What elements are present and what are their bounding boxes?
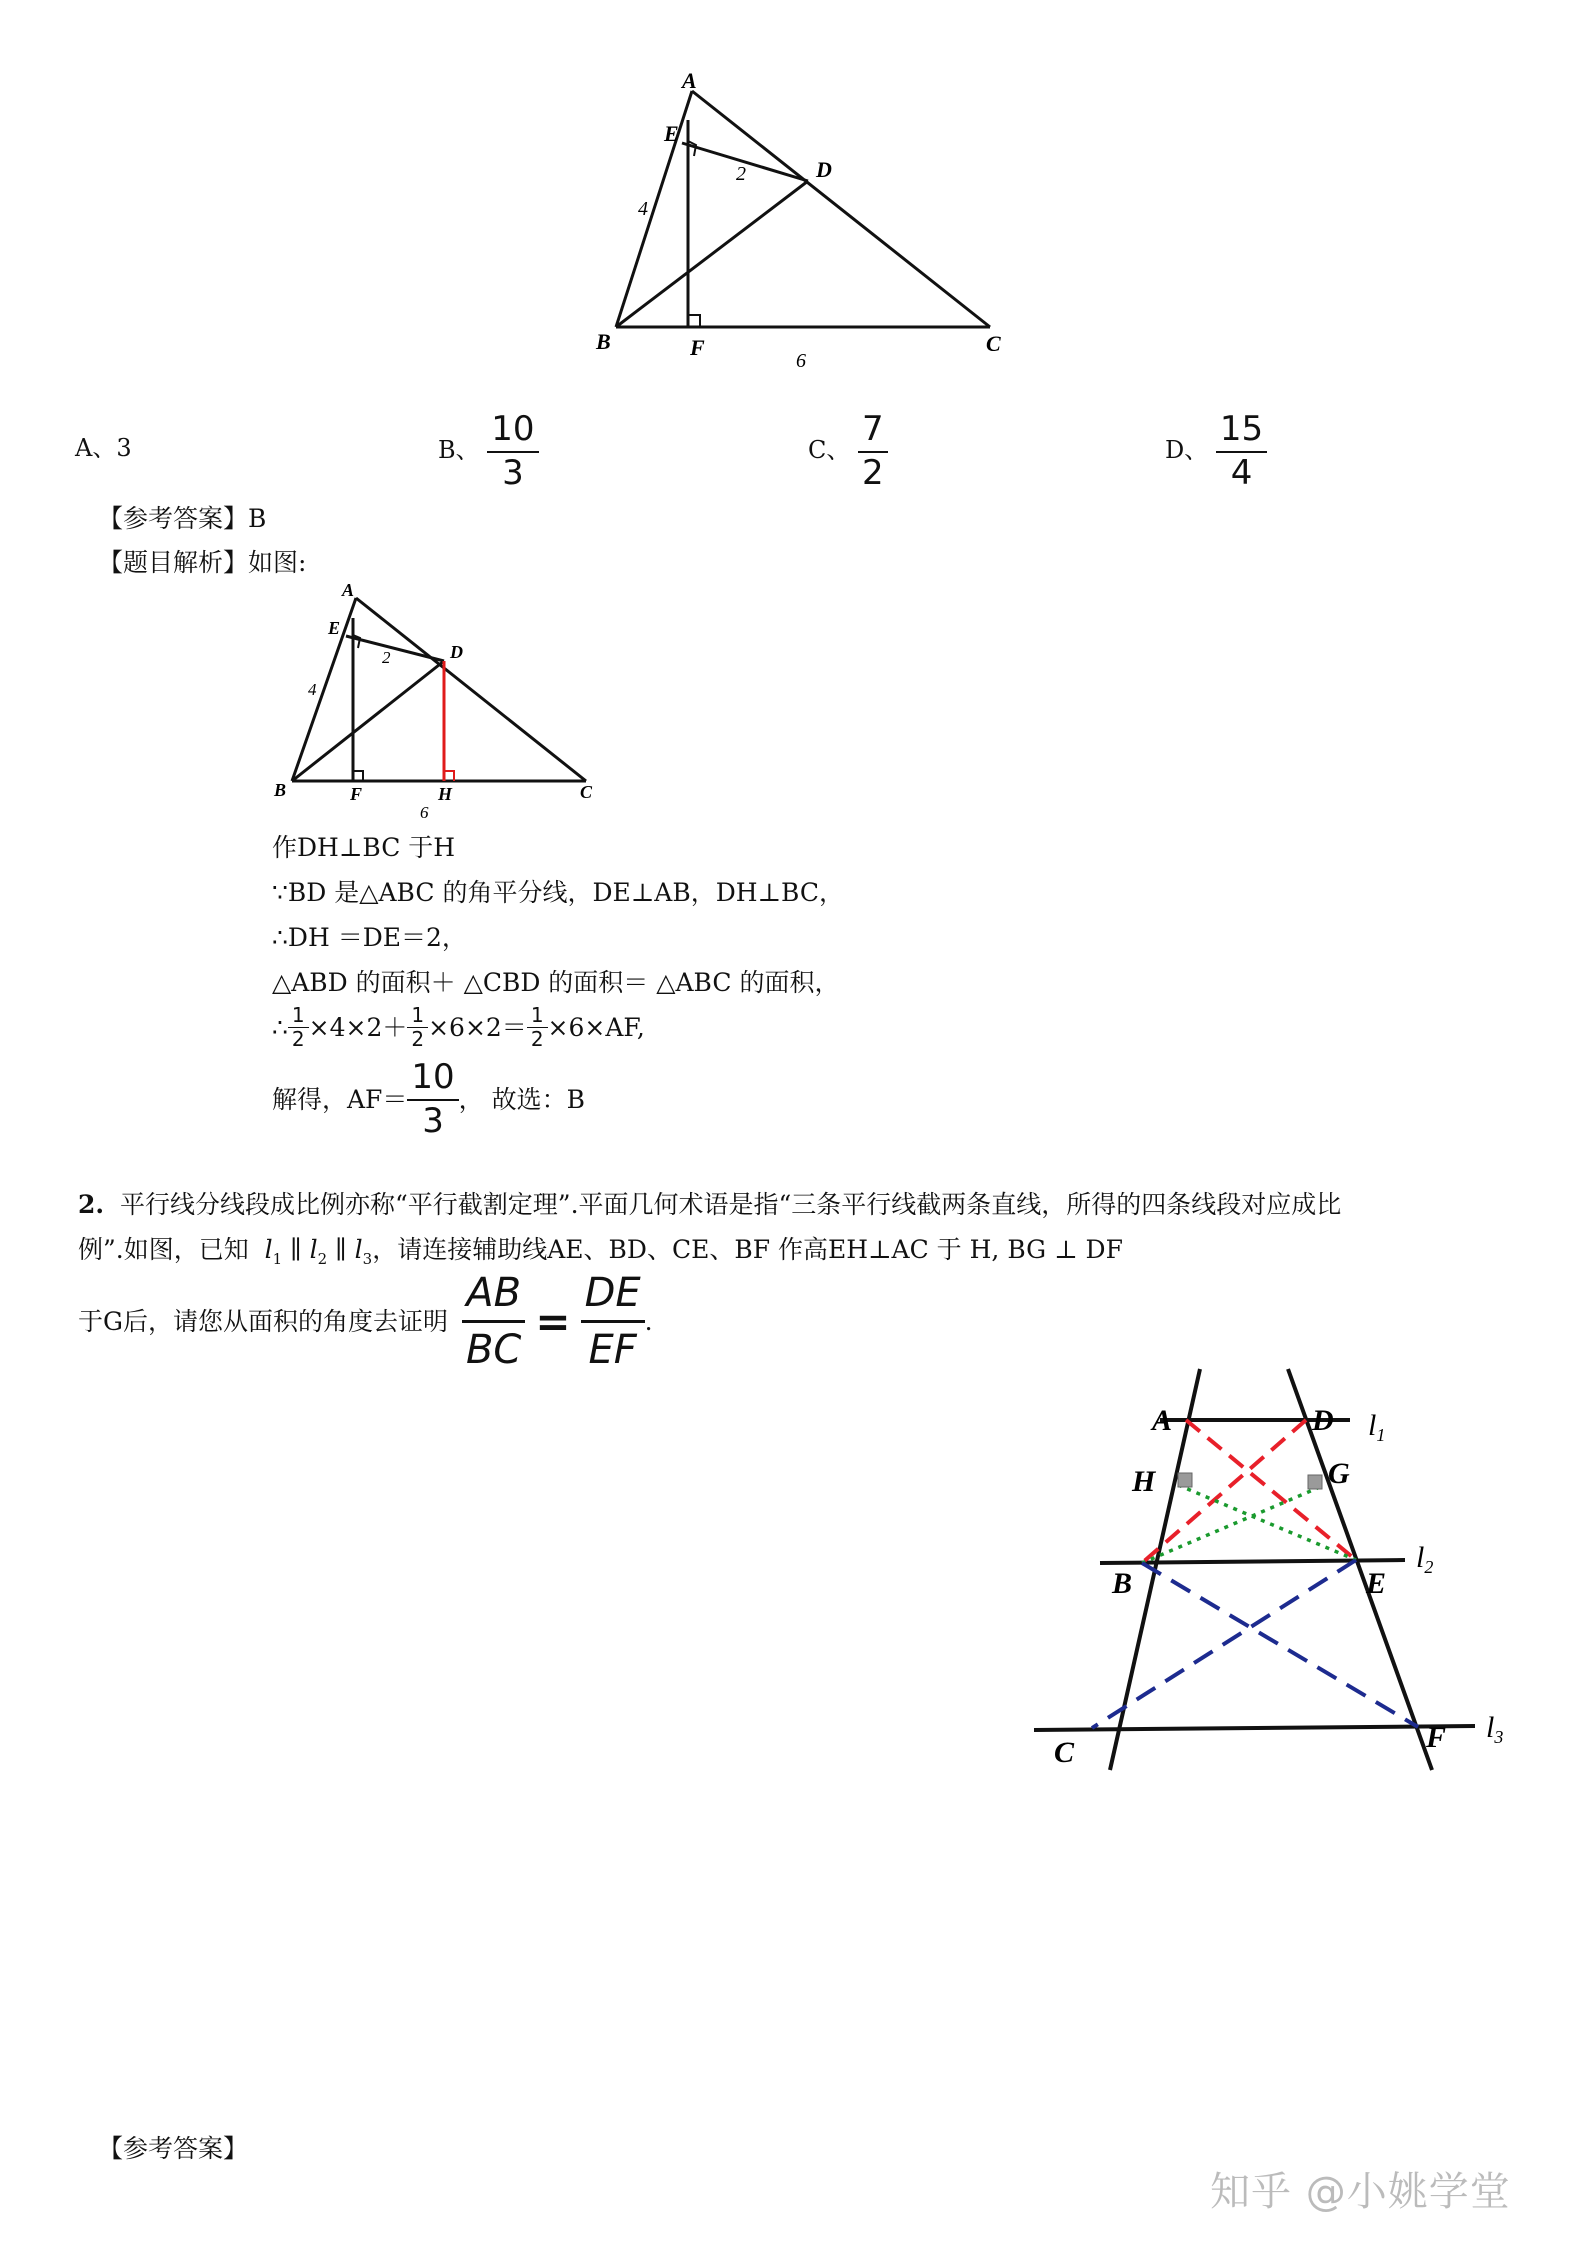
fraction-de-ef: $\frac{DE}{EF}$ — [581, 1272, 645, 1371]
label-f: F — [350, 784, 363, 804]
analysis-1 — [98, 548, 306, 578]
length-ab: 4 — [638, 198, 648, 220]
length-bc: 6 — [796, 350, 806, 372]
segment-bd — [292, 661, 444, 781]
option-a-prefix: A、 — [75, 434, 117, 462]
equals-sign: = — [535, 1296, 571, 1346]
solution-line-2: ∵BD 是△ABC 的角平分线，DE⊥AB，DH⊥BC， — [272, 878, 845, 907]
length-bc: 6 — [420, 803, 429, 822]
label-d: D — [450, 642, 463, 662]
figure-1-triangle — [590, 65, 1010, 385]
side-ac — [356, 598, 586, 781]
option-b-fraction: $\frac{10}{3}$ — [487, 412, 538, 491]
option-b-prefix: B、 — [438, 436, 480, 465]
label-l1: $l_1$ — [1368, 1409, 1386, 1445]
analysis-1-text: 如图: — [248, 548, 307, 577]
height-bg — [1142, 1487, 1320, 1563]
segment-ed — [346, 636, 444, 661]
option-a-value: 3 — [116, 434, 132, 462]
label-f: F — [1426, 1721, 1447, 1754]
problem-2-number: 2. — [78, 1190, 105, 1219]
figure-2-triangle — [268, 578, 608, 840]
solution-line-3: ∴DH ＝DE＝2， — [272, 923, 467, 952]
length-ab: 4 — [308, 680, 317, 699]
label-c: C — [986, 331, 1001, 356]
option-a — [75, 428, 132, 463]
label-g: G — [1328, 1457, 1350, 1490]
label-e: E — [664, 121, 679, 146]
label-l2: $l_2$ — [1416, 1541, 1434, 1577]
figure-3-parallel-lines — [1020, 1355, 1580, 1785]
label-l3: $l_3$ — [1486, 1711, 1504, 1747]
right-angle-h — [1178, 1473, 1192, 1487]
label-d: D — [816, 157, 832, 182]
solution-line-5: ∴ $\frac{1}{2}$ ×4×2＋ $\frac{1}{2}$ ×6×2＝ $\frac{1}{2}$ ×6×AF, — [272, 1003, 645, 1051]
label-h: H — [1132, 1465, 1156, 1498]
option-d-fraction: $\frac{15}{4}$ — [1216, 412, 1267, 491]
label-e: E — [328, 618, 341, 638]
length-de: 2 — [736, 163, 746, 185]
side-ac — [692, 91, 990, 327]
transversal-right — [1288, 1369, 1432, 1770]
label-b: B — [596, 329, 611, 354]
option-c-fraction: $\frac{7}{2}$ — [858, 412, 888, 491]
option-c — [808, 409, 888, 493]
side-ab — [616, 91, 692, 327]
label-a: A — [1152, 1404, 1173, 1437]
option-d-prefix: D、 — [1165, 436, 1209, 465]
label-c: C — [1054, 1736, 1075, 1769]
problem-2-line-1: 2. 平行线分线段成比例亦称“平行截割定理”.平面几何术语是指“三条平行线截两条直线，所得的四条线段对应成比 — [78, 1190, 1342, 1219]
answer-1-label: 【参考答案】 — [98, 504, 249, 533]
right-angle-g — [1308, 1475, 1322, 1489]
length-de: 2 — [382, 648, 391, 667]
height-eh — [1178, 1485, 1356, 1560]
watermark: 知乎 @小姚学堂 — [1210, 2169, 1511, 2215]
label-b: B — [274, 780, 287, 800]
label-d: D — [1312, 1404, 1334, 1437]
problem-2-line-2: 例”.如图，已知 $l_1$ ∥ $l_2$ ∥ $l_3$，请连接辅助线AE、BD、CE、BF 作高EH⊥AC 于 H, BG ⊥ DF — [78, 1235, 1123, 1268]
line-l1: l — [264, 1235, 273, 1264]
label-e: E — [1366, 1567, 1387, 1600]
parallel-l3 — [1034, 1726, 1475, 1730]
aux-line-db — [1142, 1420, 1306, 1563]
side-ab — [292, 598, 356, 781]
label-a: A — [682, 68, 697, 93]
label-h: H — [438, 784, 453, 804]
line-l2: l — [309, 1235, 318, 1264]
solution-line-6: 解得，AF＝ $\frac{10}{3}$ ， 故选：B — [272, 1057, 585, 1141]
option-c-prefix: C、 — [808, 436, 851, 465]
fraction-half-1: $\frac{1}{2}$ — [288, 1005, 309, 1050]
problem-2-line-3: 于G后，请您从面积的角度去证明 $\frac{AB}{BC}$ = $\frac{DE}{EF}$ . — [78, 1270, 653, 1373]
solution-line-4: △ABD 的面积＋ △CBD 的面积＝ △ABC 的面积， — [272, 968, 840, 997]
answer-2 — [98, 2134, 248, 2164]
option-d — [1165, 409, 1267, 493]
solution-line-1: 作DH⊥BC 于H — [272, 833, 456, 862]
line-l3: l — [354, 1235, 363, 1264]
fraction-ab-bc: $\frac{AB}{BC}$ — [462, 1272, 525, 1371]
answer-2-label: 【参考答案】 — [98, 2134, 249, 2163]
option-b — [438, 409, 539, 493]
fraction-half-3: $\frac{1}{2}$ — [527, 1005, 548, 1050]
label-b: B — [1112, 1567, 1133, 1600]
label-c: C — [580, 782, 593, 802]
fraction-half-2: $\frac{1}{2}$ — [407, 1005, 428, 1050]
analysis-1-label: 【题目解析】 — [98, 548, 249, 577]
right-angle-f — [688, 315, 700, 327]
answer-1 — [98, 504, 266, 534]
fraction-ten-thirds: $\frac{10}{3}$ — [407, 1060, 458, 1139]
label-a: A — [342, 580, 355, 600]
label-f: F — [690, 335, 705, 360]
answer-1-value: B — [248, 504, 267, 533]
